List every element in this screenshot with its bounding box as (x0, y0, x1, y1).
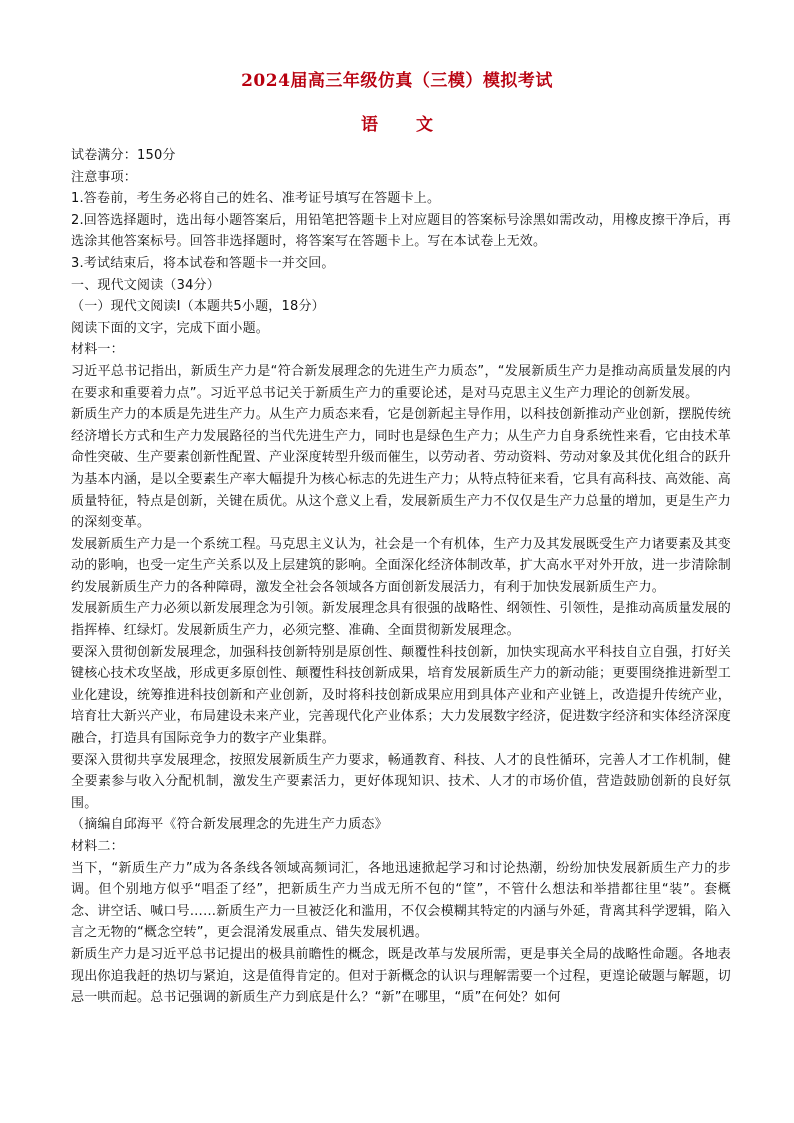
material-paragraph: 要深入贯彻共享发展理念，按照发展新质生产力要求，畅通教育、科技、人才的良性循环，完善人才工作机制，健全要素参与收入分配机制，激发生产要素活力，更好体现知识、技术、人才的市场价值，营造鼓励创新的良好氛围。 (71, 752, 732, 811)
note-item: 2.回答选择题时，选出每小题答案后，用铅笔把答题卡上对应题目的答案标号涂黑如需改动，用橡皮擦干净后，再选涂其他答案标号。回答非选择题时，将答案写在答题卡上。写在本试卷上无效。 (71, 212, 731, 250)
document-body (71, 145, 731, 1009)
notes-heading: 注意事项： (71, 169, 138, 185)
reading-instruction: 阅读下面的文字，完成下面小题。 (71, 320, 270, 336)
section-subheading: （一）现代文阅读Ⅰ（本题共5小题，18分） (71, 299, 325, 315)
note-item: 1.答卷前，考生务必将自己的姓名、准考证号填写在答题卡上。 (71, 191, 441, 207)
material-label: 材料二： (71, 839, 124, 854)
material-label: 材料一： (71, 342, 124, 358)
material-paragraph: 当下，“新质生产力”成为各条线各领域高频词汇，各地迅速掀起学习和讨论热潮，纷纷加快发展新质生产力的步调。但个别地方似乎“唱歪了经”，把新质生产力当成无所不包的“筐”，不管什么想法和举措都往里“装”。套概念、讲空话、喊口号……新质生产力一旦被泛化和滥用，不仅会模糊其特定的内涵与外延，背离其科学逻辑，陷入言之无物的“概念空转”，更会混淆发展重点、错失发展机遇。 (71, 860, 732, 941)
material-paragraph: 新质生产力的本质是先进生产力。从生产力质态来看，它是创新起主导作用，以科技创新推动产业创新，摆脱传统经济增长方式和生产力发展路径的当代先进生产力，同时也是绿色生产力；从生产力自身系统性来看，它由技术革命性突破、生产要素创新性配置、产业深度转型升级而催生，以劳动者、劳动资料、劳动对象及其优化组合的跃升为基本内涵，是以全要素生产率大幅提升为核心标志的先进生产力；从特点特征来看，它具有高科技、高效能、高质量特征，特点是创新，关键在质优。从这个意义上看，发展新质生产力不仅仅是生产力总量的增加，更是生产力的深刻变革。 (71, 407, 732, 531)
material-paragraph: 发展新质生产力是一个系统工程。马克思主义认为，社会是一个有机体，生产力及其发展既受生产力诸要素及其变动的影响，也受一定生产关系以及上层建筑的影响。全面深化经济体制改革，扩大高水平对外开放，进一步清除制约发展新质生产力的各种障碍，激发全社会各领域各方面创新发展活力，有利于加快发展新质生产力。 (71, 536, 732, 595)
material-paragraph: 新质生产力是习近平总书记提出的极具前瞻性的概念，既是改革与发展所需，更是事关全局的战略性命题。各地表现出你追我赶的热切与紧迫，这是值得肯定的。但对于新概念的认识与理解需要一个过程，更遑论破题与解题，切忌一哄而起。总书记强调的新质生产力到底是什么？“新”在哪里，“质”在何处？如何 (71, 946, 732, 1006)
material-paragraph: 发展新质生产力必须以新发展理念为引领。新发展理念具有很强的战略性、纲领性、引领性，是推动高质量发展的指挥棒、红绿灯。发展新质生产力，必须完整、准确、全面贯彻新发展理念。 (71, 601, 732, 639)
material-paragraph: 习近平总书记指出，新质生产力是“符合新发展理念的先进生产力质态”，“发展新质生产力是推动高质量发展的内在要求和重要着力点”。习近平总书记关于新质生产力的重要论述，是对马克思主义生产力理论的创新发展。 (71, 363, 731, 401)
exam-title: 2024届高三年级仿真（三模）模拟考试 (241, 71, 553, 91)
note-item: 3.考试结束后，将本试卷和答题卡一并交回。 (71, 255, 335, 271)
subject-title: 语 文 (361, 115, 449, 135)
material-paragraph: 要深入贯彻创新发展理念，加强科技创新特别是原创性、颠覆性科技创新，加快实现高水平科技自立自强，打好关键核心技术攻坚战，形成更多原创性、颠覆性科技创新成果，培育发展新质生产力的新动能；更要围绕推进新型工业化建设，统筹推进科技创新和产业创新，及时将科技创新成果应用到具体产业和产业链上，改造提升传统产业，培育壮大新兴产业，布局建设未来产业，完善现代化产业体系；大力发展数字经济，促进数字经济和实体经济深度融合，打造具有国际竞争力的数字产业集群。 (71, 644, 732, 747)
full-marks: 试卷满分：150分 (71, 148, 176, 163)
section-heading: 一、现代文阅读（34分） (71, 277, 220, 293)
material-source: （摘编自邱海平《符合新发展理念的先进生产力质态》 (71, 817, 388, 833)
